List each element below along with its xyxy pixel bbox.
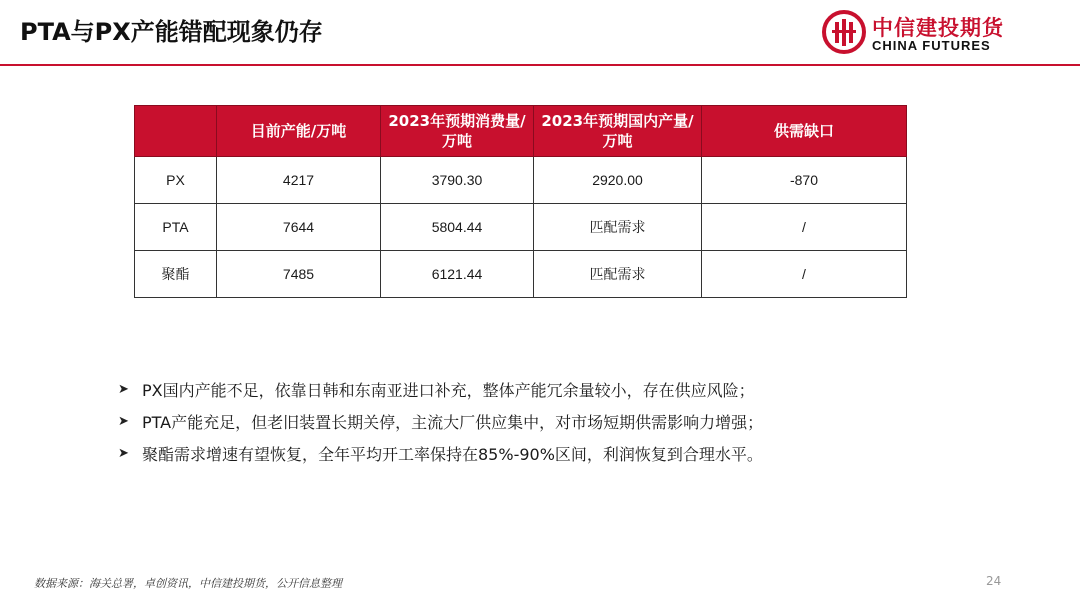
table-cell: 2920.00	[534, 157, 702, 204]
table-cell: 3790.30	[381, 157, 534, 204]
page-number: 24	[986, 574, 1002, 588]
bullet-text: PTA产能充足，但老旧装置长期关停，主流大厂供应集中，对市场短期供需影响力增强；	[142, 412, 764, 432]
capacity-table	[134, 105, 907, 298]
table-cell: PX	[135, 157, 217, 204]
table-row	[135, 204, 907, 251]
bullet-item	[118, 405, 1018, 437]
title-divider	[0, 64, 1080, 66]
table-cell: -870	[702, 157, 907, 204]
bullet-list	[118, 373, 1018, 469]
table-cell: 7644	[217, 204, 381, 251]
table-cell: 7485	[217, 251, 381, 298]
table-cell: PTA	[135, 204, 217, 251]
bullet-text: 聚酯需求增速有望恢复，全年平均开工率保持在85%-90%区间，利润恢复到合理水平。	[142, 444, 763, 464]
table-header-cell: 2023年预期国内产量/万吨	[534, 106, 702, 157]
table-header-cell	[135, 106, 217, 157]
table-row	[135, 251, 907, 298]
table-cell: 聚酯	[135, 251, 217, 298]
data-source-note: 数据来源：海关总署，卓创资讯，中信建投期货，公开信息整理	[34, 577, 342, 590]
table-header-cell: 供需缺口	[702, 106, 907, 157]
arrow-bullet-icon: ➤	[118, 445, 129, 461]
logo-name-en: CHINA FUTURES	[872, 38, 991, 53]
table-row	[135, 157, 907, 204]
table-cell: /	[702, 204, 907, 251]
table-cell: 5804.44	[381, 204, 534, 251]
slide-title: PTA与PX产能错配现象仍存	[20, 18, 323, 46]
table-cell: 4217	[217, 157, 381, 204]
table-cell: 匹配需求	[534, 204, 702, 251]
arrow-bullet-icon: ➤	[118, 381, 129, 397]
bullet-item	[118, 373, 1018, 405]
logo-name-cn: 中信建投期货	[872, 15, 1004, 40]
logo	[822, 10, 1022, 58]
table-header-cell: 目前产能/万吨	[217, 106, 381, 157]
table-cell: 6121.44	[381, 251, 534, 298]
bullet-text: PX国内产能不足，依靠日韩和东南亚进口补充，整体产能冗余量较小，存在供应风险；	[142, 380, 755, 400]
citic-logo-icon	[822, 10, 866, 54]
table-header-cell: 2023年预期消费量/万吨	[381, 106, 534, 157]
table-cell: /	[702, 251, 907, 298]
arrow-bullet-icon: ➤	[118, 413, 129, 429]
table-header-row	[135, 106, 907, 157]
table-cell: 匹配需求	[534, 251, 702, 298]
bullet-item	[118, 437, 1018, 469]
